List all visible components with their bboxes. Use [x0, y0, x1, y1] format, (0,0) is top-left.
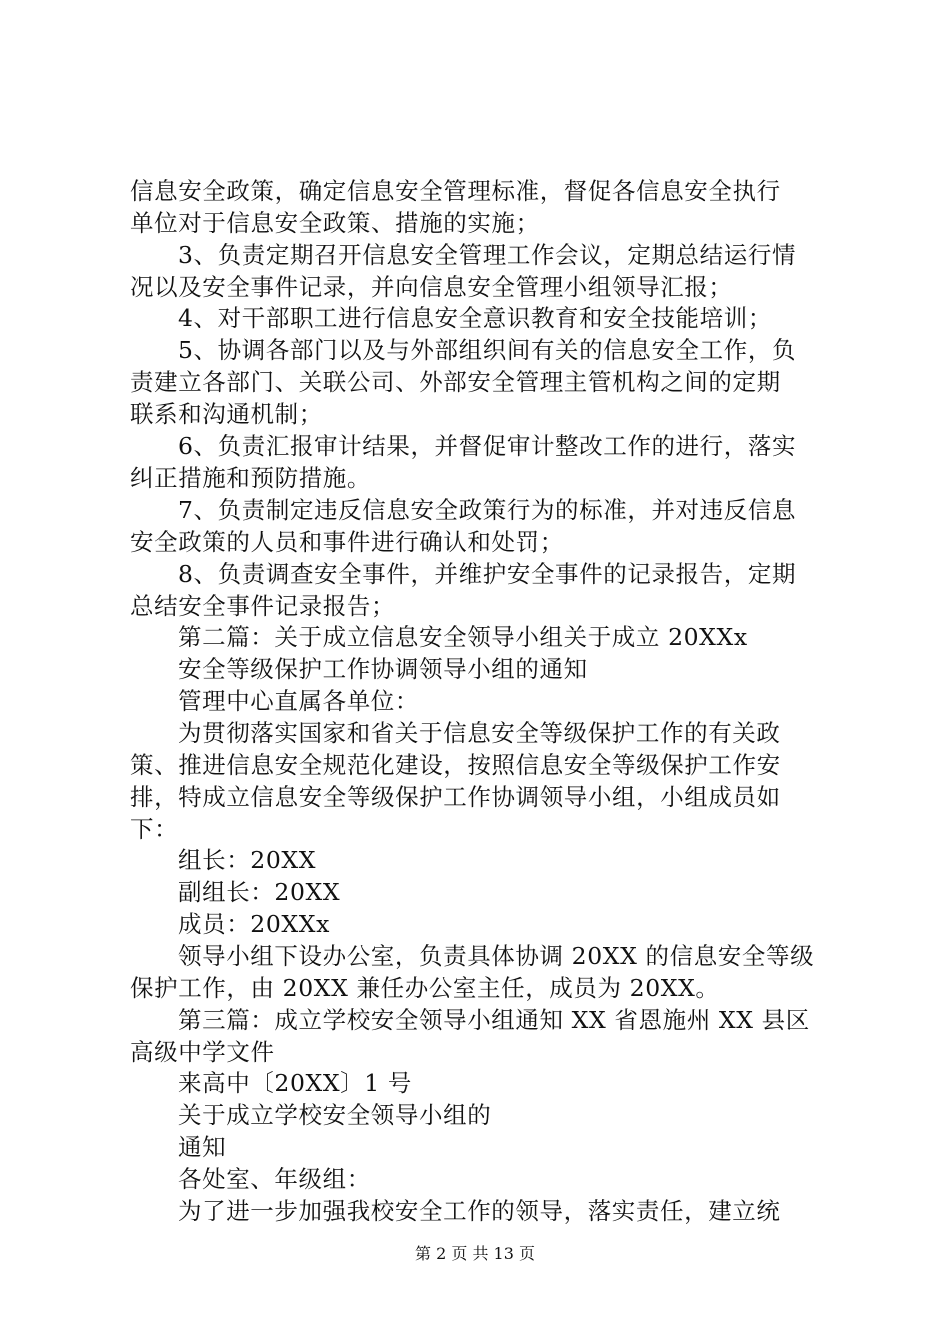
text-line: 4、对干部职工进行信息安全意识教育和安全技能培训； — [178, 304, 772, 332]
text-line: 管理中心直属各单位： — [178, 687, 419, 715]
text-line: 关于成立学校安全领导小组的 — [178, 1101, 492, 1129]
text-line: 联系和沟通机制； — [130, 400, 323, 428]
text-line: 信息安全政策，确定信息安全管理标准，督促各信息安全执行 — [130, 177, 781, 205]
text-line: 5、协调各部门以及与外部组织间有关的信息安全工作，负 — [178, 336, 797, 364]
section-heading: 第二篇：关于成立信息安全领导小组关于成立 20XXx — [178, 623, 748, 651]
page-footer: 第 2 页 共 13 页 — [415, 1244, 535, 1263]
text-line: 各处室、年级组： — [178, 1165, 371, 1193]
text-line: 副组长：20XX — [178, 878, 341, 906]
text-line: 责建立各部门、关联公司、外部安全管理主管机构之间的定期 — [130, 368, 781, 396]
text-line: 8、负责调查安全事件，并维护安全事件的记录报告，定期 — [178, 560, 797, 588]
section-heading: 第三篇：成立学校安全领导小组通知 XX 省恩施州 XX 县区 — [178, 1006, 810, 1034]
text-line: 安全政策的人员和事件进行确认和处罚； — [130, 528, 564, 556]
text-line: 为贯彻落实国家和省关于信息安全等级保护工作的有关政 — [178, 719, 781, 747]
text-line: 总结安全事件记录报告； — [130, 592, 396, 620]
text-line: 保护工作，由 20XX 兼任办公室主任，成员为 20XX。 — [130, 974, 720, 1002]
text-line: 策、推进信息安全规范化建设，按照信息安全等级保护工作安 — [130, 751, 781, 779]
text-line: 领导小组下设办公室，负责具体协调 20XX 的信息安全等级 — [178, 942, 815, 970]
text-line: 3、负责定期召开信息安全管理工作会议，定期总结运行情 — [178, 241, 797, 269]
text-line: 况以及安全事件记录，并向信息安全管理小组领导汇报； — [130, 273, 733, 301]
text-line: 通知 — [178, 1133, 227, 1161]
text-line: 组长：20XX — [178, 846, 317, 874]
text-line: 成员：20XXx — [178, 910, 330, 938]
text-line: 纠正措施和预防措施。 — [130, 464, 371, 492]
text-line: 为了进一步加强我校安全工作的领导，落实责任，建立统 — [178, 1197, 781, 1225]
text-line: 来高中〔20XX〕1 号 — [178, 1069, 412, 1097]
text-line: 排，特成立信息安全等级保护工作协调领导小组，小组成员如 — [130, 783, 781, 811]
section-heading: 高级中学文件 — [130, 1038, 275, 1066]
text-line: 7、负责制定违反信息安全政策行为的标准，并对违反信息 — [178, 496, 797, 524]
text-line: 单位对于信息安全政策、措施的实施； — [130, 209, 540, 237]
text-line: 下： — [130, 815, 179, 843]
section-heading: 安全等级保护工作协调领导小组的通知 — [178, 655, 588, 683]
text-line: 6、负责汇报审计结果，并督促审计整改工作的进行，落实 — [178, 432, 797, 460]
